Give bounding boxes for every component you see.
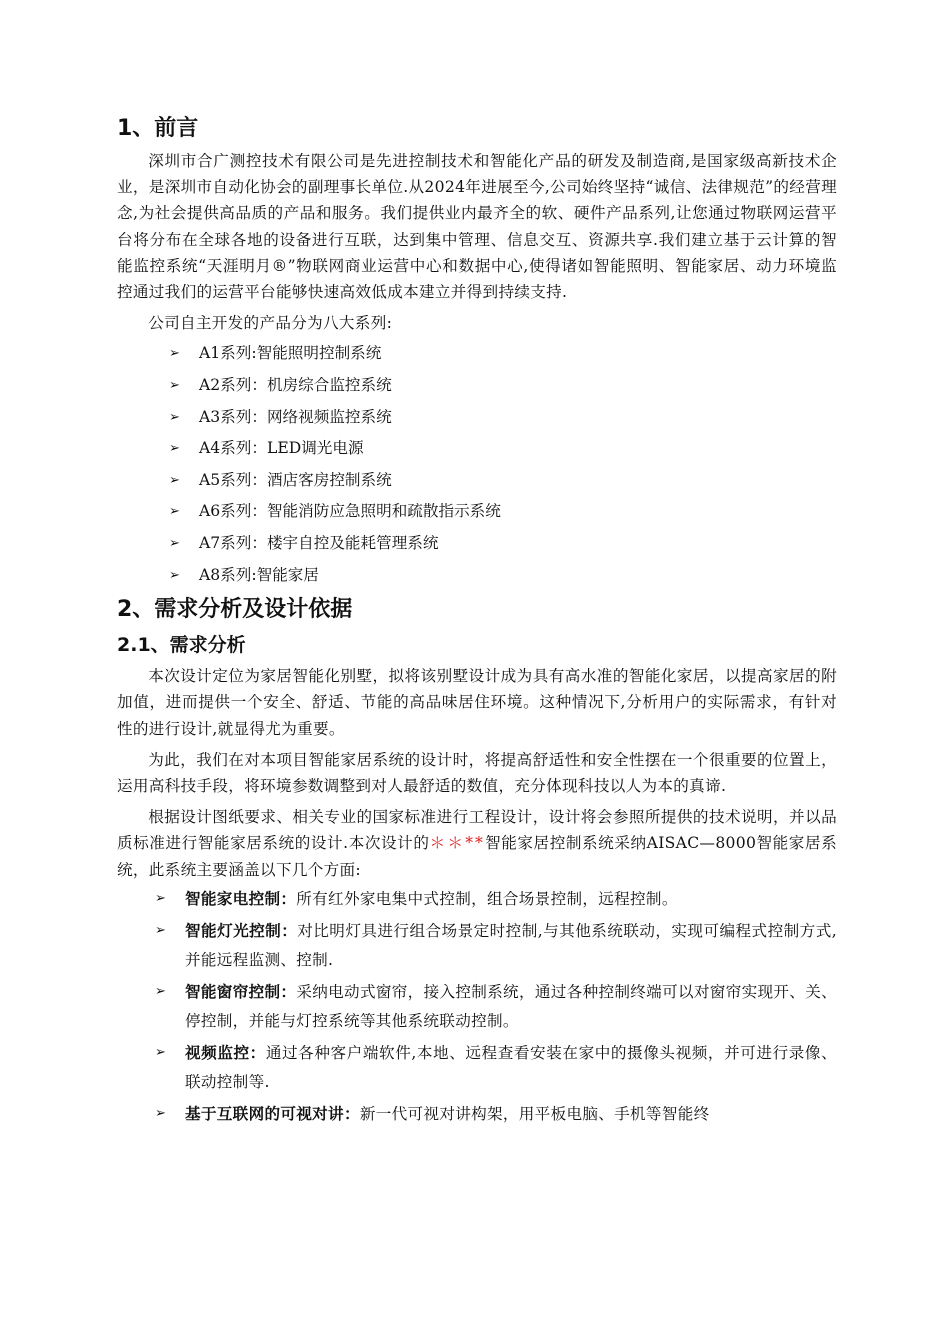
arrow-bullet-icon: ➢: [169, 346, 180, 362]
feature-title: 智能灯光控制：: [185, 922, 298, 941]
arrow-bullet-icon: ➢: [169, 472, 180, 488]
list-item: ➢ A5系列：酒店客房控制系统: [169, 465, 837, 497]
section-heading-requirements: 2、需求分析及设计依据: [117, 597, 353, 623]
feature-list: [117, 885, 837, 1129]
section-heading-intro: 1、前言: [117, 116, 199, 141]
arrow-bullet-icon: ➢: [155, 984, 167, 1000]
feature-title: 基于互联网的可视对讲：: [185, 1105, 360, 1124]
feature-title: 智能窗帘控制：: [185, 983, 297, 1002]
analysis-paragraph-2: 为此，我们在对本项目智能家居系统的设计时，将提高舒适性和安全性摆在一个很重要的位置上，运用高科技手段，将环境参数调整到对人最舒适的数值，充分体现科技以人为本的真谛.: [117, 750, 837, 795]
arrow-bullet-icon: ➢: [169, 441, 180, 457]
feature-title: 视频监控：: [185, 1044, 266, 1063]
arrow-bullet-icon: ➢: [155, 1045, 167, 1061]
feature-text: 新一代可视对讲构架，用平板电脑、手机等智能终: [359, 1105, 710, 1124]
arrow-bullet-icon: ➢: [169, 409, 180, 425]
arrow-bullet-icon: ➢: [155, 1106, 167, 1122]
arrow-bullet-icon: ➢: [169, 504, 180, 520]
intro-paragraph: 深圳市合广测控技术有限公司是先进控制技术和智能化产品的研发及制造商,是国家级高新技术企业，是深圳市自动化协会的副理事长单位.从2024年进展至今,公司始终坚持“诚信、法律规范”的经营理念,为社会提供高品质的产品和服务。我们提供业内最齐全的软、硬件产品系列,让您通过物联网运营平台将分布在全球各地的设备进行互联，达到集中管理、信息交互、资源共享.我们建立基于云计算的智能监控系统“天涯明月®”物联网商业运营中心和数据中心,使得诸如智能照明、智能家居、动力环境监控通过我们的运营平台能够快速高效低成本建立并得到持续支持.: [117, 152, 837, 302]
list-item: ➢ A7系列：楼宇自控及能耗管理系统: [169, 528, 837, 560]
arrow-bullet-icon: ➢: [155, 890, 167, 906]
analysis-paragraph-1: 本次设计定位为家居智能化别墅，拟将该别墅设计成为具有高水准的智能化家居，以提高家居的附加值，进而提供一个安全、舒适、节能的高品味居住环境。这种情况下,分析用户的实际需求，有针对性的进行设计,就显得尤为重要。: [117, 667, 837, 738]
feature-text: 对比明灯具进行组合场景定时控制,与其他系统联动，实现可编程式控制方式,并能远程监测、控制.: [185, 922, 837, 969]
list-item: ➢ A4系列：LED调光电源: [169, 433, 837, 465]
list-item: [155, 1039, 837, 1096]
list-item: [155, 885, 837, 914]
feature-text: 通过各种客户端软件,本地、远程查看安装在家中的摄像头视频，并可进行录像、联动控制等.: [185, 1044, 837, 1091]
feature-text: 采纳电动式窗帘，接入控制系统，通过各种控制终端可以对窗帘实现开、关、停控制，并能与灯控系统等其他系统联动控制。: [185, 983, 837, 1030]
feature-text: 所有红外家电集中式控制，组合场景控制，远程控制。: [296, 889, 678, 908]
subsection-heading-analysis: 2.1、需求分析: [117, 634, 246, 657]
arrow-bullet-icon: ➢: [169, 378, 180, 394]
arrow-bullet-icon: ➢: [155, 923, 167, 939]
document-content: [117, 112, 837, 1133]
list-item: [155, 1100, 837, 1129]
list-item: ➢ A8系列:智能家居: [169, 560, 837, 592]
list-item: ➢ A1系列:智能照明控制系统: [169, 338, 837, 370]
highlight-placeholder: ＊＊**: [429, 834, 485, 853]
list-item: ➢ A2系列：机房综合监控系统: [169, 370, 837, 402]
arrow-bullet-icon: ➢: [169, 535, 180, 551]
series-intro-paragraph: 公司自主开发的产品分为八大系列:: [148, 314, 393, 333]
list-item: ➢ A3系列：网络视频监控系统: [169, 402, 837, 434]
arrow-bullet-icon: ➢: [169, 567, 180, 583]
analysis-paragraph-3: 根据设计图纸要求、相关专业的国家标准进行工程设计，设计将会参照所提供的技术说明，并以品质标准进行智能家居系统的设计.本次设计的＊＊**智能家居控制系统采纳AISAC—8000智能家居系统，此系统主要涵盖以下几个方面:: [117, 808, 837, 879]
list-item: ➢ A6系列：智能消防应急照明和疏散指示系统: [169, 496, 837, 528]
list-item: [155, 978, 837, 1035]
product-series-list: [117, 338, 837, 591]
list-item: [155, 917, 837, 974]
feature-title: 智能家电控制：: [185, 889, 297, 908]
